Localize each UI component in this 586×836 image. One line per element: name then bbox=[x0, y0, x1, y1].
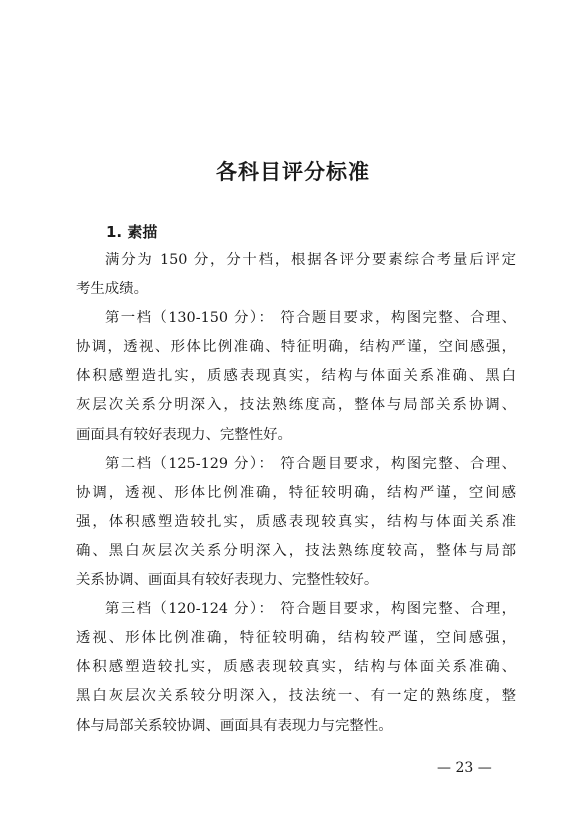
text-line: 第二档（125-129 分）： 符合题目要求，构图完整、合理、 bbox=[105, 455, 516, 472]
text-line: 体积感塑造较扎实，质感表现较真实，结构与体面关系准确、 bbox=[76, 659, 516, 676]
text-line: 画面具有较好表现力、完整性好。 bbox=[76, 426, 292, 443]
text-line: 协调，透视、形体比例准确，特征较明确，结构严谨，空间感 bbox=[76, 484, 516, 501]
text-line: 强，体积感塑造较扎实，质感表现较真实，结构与体面关系准 bbox=[76, 513, 516, 530]
text-line: 第三档（120-124 分）： 符合题目要求，构图完整、合理， bbox=[105, 601, 516, 618]
text-line: 黑白灰层次关系较分明深入，技法统一、有一定的熟练度，整 bbox=[76, 688, 516, 705]
text-line: 关系协调、画面具有较好表现力、完整性较好。 bbox=[76, 572, 379, 589]
text-line: 透视、形体比例准确，特征较明确，结构较严谨，空间感强， bbox=[76, 630, 516, 647]
section-heading: 1. 素描 bbox=[106, 223, 158, 241]
text-line: 确、黑白灰层次关系分明深入，技法熟练度较高，整体与局部 bbox=[76, 542, 516, 559]
text-line: 体与局部关系较协调、画面具有表现力与完整性。 bbox=[76, 717, 393, 734]
page-title: 各科目评分标准 bbox=[216, 160, 370, 184]
text-line: 体积感塑造扎实，质感表现真实，结构与体面关系准确、黑白 bbox=[76, 368, 516, 385]
text-line: 考生成绩。 bbox=[76, 281, 148, 298]
text-line: 灰层次关系分明深入，技法熟练度高，整体与局部关系协调、 bbox=[76, 397, 516, 414]
page-number: — 23 — bbox=[437, 760, 492, 776]
text-line: 协调，透视、形体比例准确、特征明确，结构严谨，空间感强， bbox=[76, 339, 516, 356]
text-line: 满分为 150 分，分十档，根据各评分要素综合考量后评定 bbox=[105, 252, 516, 268]
body-text bbox=[76, 246, 516, 741]
text-line: 第一档（130-150 分）： 符合题目要求，构图完整、合理、 bbox=[105, 310, 516, 327]
